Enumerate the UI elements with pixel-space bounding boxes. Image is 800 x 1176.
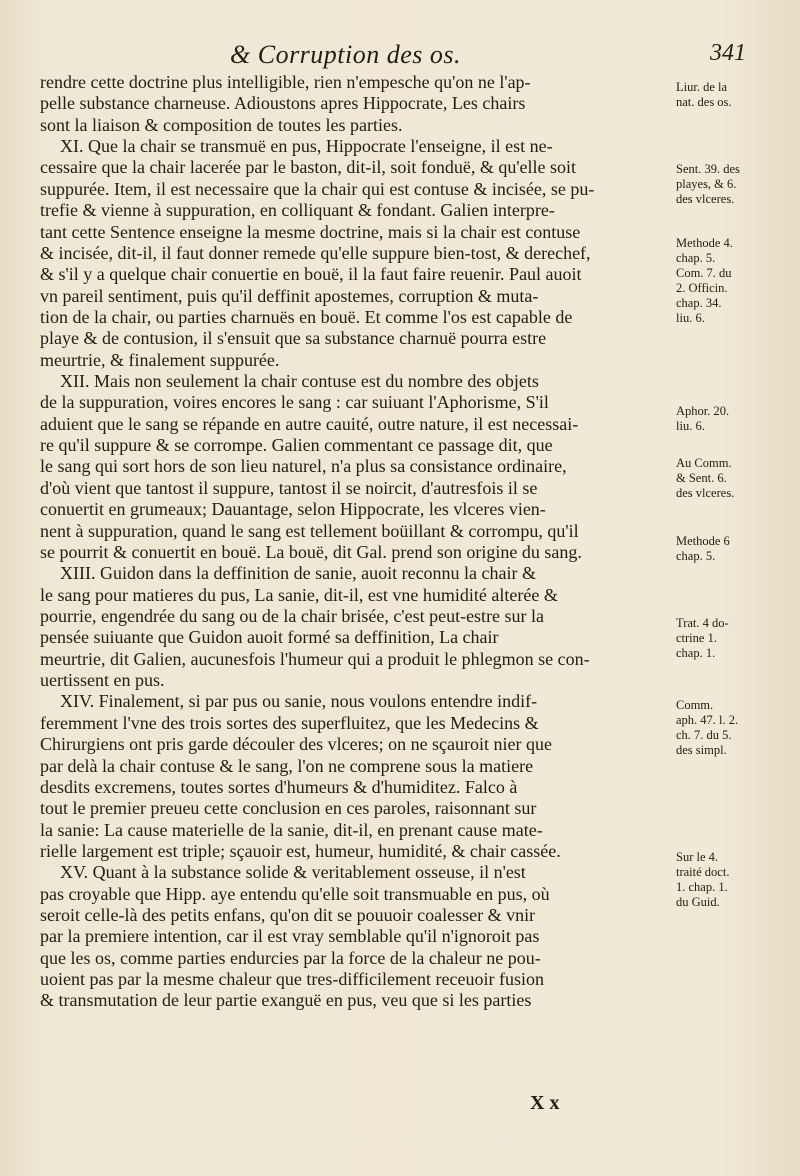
margin-note-line: Liur. de la <box>676 80 728 94</box>
margin-note <box>676 616 790 661</box>
margin-note-line: Au Comm. <box>676 456 732 470</box>
margin-note <box>676 534 790 564</box>
margin-note <box>676 456 790 501</box>
text-line: XV. Quant à la substance solide & veritablement osseuse, il n'est <box>60 862 526 883</box>
text-line: meurtrie, & finalement suppurée. <box>40 349 280 370</box>
text-line: le sang qui sort hors de son lieu naturel, n'a plus sa consistance ordinaire, <box>40 456 567 477</box>
margin-note-line: Trat. 4 do- <box>676 616 729 630</box>
margin-note-line: Comm. <box>676 698 714 712</box>
text-line: rielle largement est triple; sçauoir est, humeur, humidité, & chair cassée. <box>40 840 561 861</box>
text-line: rendre cette doctrine plus intelligible, rien n'empesche qu'on ne l'ap- <box>40 72 531 92</box>
text-line: tion de la chair, ou parties charnuës en bouë. Et comme l'os est capable de <box>40 306 573 327</box>
margin-note <box>676 850 790 910</box>
margin-note-line: du Guid. <box>676 895 720 909</box>
margin-note-line: Com. 7. du <box>676 266 732 280</box>
text-line: la sanie: La cause materielle de la sanie, dit-il, en prenant cause mate- <box>40 819 543 840</box>
text-line: XI. Que la chair se transmuë en pus, Hippocrate l'enseigne, il est ne- <box>60 136 553 157</box>
margin-note-line: chap. 5. <box>676 251 716 265</box>
text-line: meurtrie, dit Galien, aucunesfois l'humeur qui a produit le phlegmon se con- <box>40 648 590 669</box>
text-line: Chirurgiens ont pris garde découler des vlceres; on ne sçauroit nier que <box>40 734 553 755</box>
text-line: vn pareil sentiment, puis qu'il deffinit apostemes, corruption & muta- <box>40 285 539 306</box>
margin-note-line: Sur le 4. <box>676 850 719 864</box>
margin-note-line: playes, & 6. <box>676 177 737 191</box>
text-line: d'où vient que tantost il suppure, tantost il se noircit, d'autresfois il se <box>40 477 538 498</box>
text-line: pourrie, engendrée du sang ou de la chair brisée, c'est peut-estre sur la <box>40 605 545 626</box>
margin-note-line: ctrine 1. <box>676 631 717 645</box>
text-line: re qu'il suppure & se corrompe. Galien commentant ce passage dit, que <box>40 435 553 456</box>
margin-note-line: chap. 34. <box>676 296 722 310</box>
text-line: uertissent en pus. <box>40 670 165 691</box>
text-line: trefie & vienne à suppuration, en colliquant & fondant. Galien interpre- <box>40 200 555 221</box>
margin-note-line: Sent. 39. des <box>676 162 740 176</box>
text-line: aduient que le sang se répande en autre cauité, outre nature, il est necessai- <box>40 413 579 434</box>
text-line: nent à suppuration, quand le sang est tellement boüillant & corrompu, qu'il <box>40 520 579 541</box>
margin-note-line: Methode 4. <box>676 236 733 250</box>
text-line: XIII. Guidon dans la deffinition de sanie, auoit reconnu la chair & <box>60 563 537 584</box>
text-line: XIV. Finalement, si par pus ou sanie, nous voulons entendre indif- <box>60 691 538 712</box>
text-line: cessaire que la chair lacerée par le baston, dit-il, soit fonduë, & qu'elle soit <box>40 157 577 178</box>
text-line: uoient pas par la mesme chaleur que tres-difficilement receuoir fusion <box>40 969 544 990</box>
margin-note-line: chap. 5. <box>676 549 716 563</box>
margin-note-line: aph. 47. l. 2. <box>676 713 739 727</box>
text-line: seroit celle-là des petits enfans, qu'on dit se pouuoir coalesser & vnir <box>40 905 536 926</box>
main-text-column <box>40 72 672 1012</box>
margin-note <box>676 236 790 326</box>
margin-note-line: ch. 7. du 5. <box>676 728 732 742</box>
page-number: 341 <box>710 40 746 66</box>
margin-note-line: 2. Officin. <box>676 281 728 295</box>
margin-note-line: traité doct. <box>676 865 730 879</box>
text-line: XII. Mais non seulement la chair contuse est du nombre des objets <box>60 371 539 392</box>
margin-note-line: nat. des os. <box>676 95 732 109</box>
text-line: pelle substance charneuse. Adioustons apres Hippocrate, Les chairs <box>40 93 526 114</box>
text-line: & s'il y a quelque chair conuertie en bouë, il la faut faire reuenir. Paul auoit <box>40 264 582 285</box>
text-line: conuertit en grumeaux; Dauantage, selon Hippocrate, les vlceres vien- <box>40 499 546 520</box>
margin-note-line: & Sent. 6. <box>676 471 727 485</box>
page-header <box>40 40 780 68</box>
text-line: sont la liaison & composition de toutes les parties. <box>40 114 403 135</box>
text-line: feremment l'vne des trois sortes des superfluitez, que les Medecins & <box>40 712 539 733</box>
text-line: desdits excremens, toutes sortes d'humeurs & d'humiditez. Falco à <box>40 776 518 797</box>
text-line: le sang pour matieres du pus, La sanie, dit-il, est vne humidité alterée & <box>40 584 558 605</box>
text-line: playe & de contusion, il s'ensuit que sa substance charnuë pourra estre <box>40 328 547 349</box>
margin-note-line: liu. 6. <box>676 419 705 433</box>
margin-note-line: Aphor. 20. <box>676 404 730 418</box>
margin-note <box>676 162 790 207</box>
text-line: tout le premier preueu cette conclusion en ces paroles, raisonnant sur <box>40 798 537 819</box>
text-line: pas croyable que Hipp. aye entendu qu'elle soit transmuable en pus, où <box>40 883 550 904</box>
text-line: se pourrit & conuertit en bouë. La bouë, dit Gal. prend son origine du sang. <box>40 541 582 562</box>
text-line: par delà la chair contuse & le sang, l'on ne comprene sous la matiere <box>40 755 534 776</box>
text-line: tant cette Sentence enseigne la mesme doctrine, mais si la chair est contuse <box>40 221 581 242</box>
margin-note <box>676 80 790 110</box>
margin-note <box>676 404 790 434</box>
margin-note-line: chap. 1. <box>676 646 716 660</box>
text-line: que les os, comme parties endurcies par la force de la chaleur ne pou- <box>40 947 541 968</box>
margin-note-line: des vlceres. <box>676 486 735 500</box>
margin-note-line: 1. chap. 1. <box>676 880 728 894</box>
margin-note <box>676 698 790 758</box>
margin-note-line: des vlceres. <box>676 192 735 206</box>
text-line: & transmutation de leur partie exanguë en pus, veu que si les parties <box>40 990 532 1011</box>
margin-note-line: Methode 6 <box>676 534 730 548</box>
margin-note-line: des simpl. <box>676 743 727 757</box>
text-line: de la suppuration, voires encores le sang : car suiuant l'Aphorisme, S'il <box>40 392 549 413</box>
margin-note-line: liu. 6. <box>676 311 705 325</box>
signature-mark: X x <box>530 1092 560 1114</box>
text-line: pensée suiuante que Guidon auoit formé sa deffinition, La chair <box>40 627 499 648</box>
text-line: par la premiere intention, car il est vray semblable qu'il n'ignoroit pas <box>40 926 540 947</box>
text-line: suppurée. Item, il est necessaire que la chair qui est contuse & incisée, se pu- <box>40 178 595 199</box>
text-line: & incisée, dit-il, il faut donner remede qu'elle suppure bien-tost, & derechef, <box>40 242 591 263</box>
running-title: & Corruption des os. <box>230 40 462 69</box>
